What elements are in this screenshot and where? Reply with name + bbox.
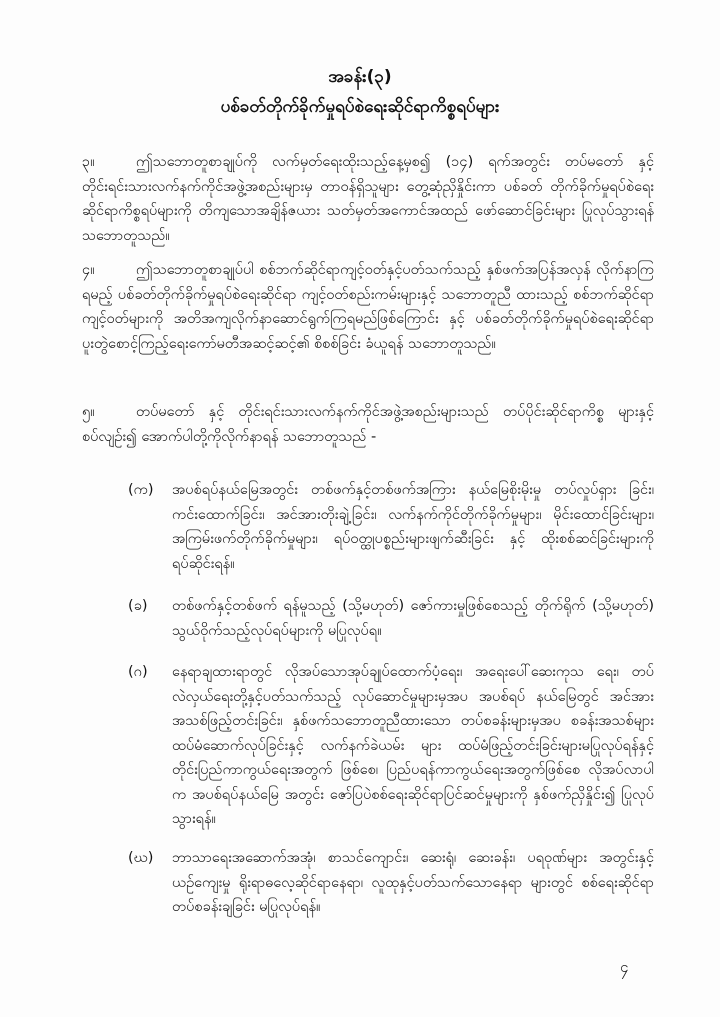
list-item-kha	[128, 594, 654, 643]
list-marker: (ဂ)	[128, 664, 148, 680]
list-item-gha	[128, 846, 654, 920]
paragraph-number: ၃။	[82, 154, 95, 170]
list-item-text: အပစ်ရပ်နယ်မြေအတွင်း တစ်ဖက်နှင့်တစ်ဖက်အကြား နယ်မြေစိုးမိုးမှု တပ်လှုပ်ရှား ခြင်း၊ ကင်းထောက်ခြင်း၊ အင်အားတိုးချဲ့ခြင်း၊ လက်နက်ကိုင်တိုက်ခိုက်မှုများ၊ မိုင်းထောင်ခြင်းများ၊ အကြမ်းဖက်တိုက်ခိုက်မှုများ၊ ရပ်ဝတ္ထုပစ္စည်းများဖျက်ဆီးခြင်း နှင့် ထိုးစစ်ဆင်ခြင်းများကို ရပ်ဆိုင်းရန်။	[172, 482, 654, 572]
page-number: ၄	[620, 958, 629, 976]
list-marker: (ခ)	[128, 598, 148, 614]
chapter-number: အခန်း(၃)	[328, 67, 392, 87]
list-item-text: နေရာချထားရာတွင် လိုအပ်သောအုပ်ချုပ်ထောက်ပံ့ရေး၊ အရေးပေါ်ဆေးကုသ ရေး၊ တပ်လဲလှယ်ရေးတို့နှင့်ပတ်သက်သည့် လုပ်ဆောင်မှုများမှအပ အပစ်ရပ် နယ်မြေတွင် အင်အားအသစ်ဖြည့်တင်းခြင်း၊ နှစ်ဖက်သဘောတူညီထားသော တပ်စခန်းများမှအပ စခန်းအသစ်များထပ်မံဆောက်လုပ်ခြင်းနှင့် လက်နက်ခဲယမ်း များ ထပ်မံဖြည့်တင်းခြင်းများမပြုလုပ်ရန်နှင့် တိုင်းပြည်ကာကွယ်ရေးအတွက် ဖြစ်စေ၊ ပြည်ပရန်ကာကွယ်ရေးအတွက်ဖြစ်စေ လိုအပ်လာပါက အပစ်ရပ်နယ်မြေ အတွင်း ဇော်ပြပဲစစ်ရေးဆိုင်ရာပြင်ဆင်မှုများကို နှစ်ဖက်ညှိနှိုင်း၍ ပြုလုပ်သွားရန်။	[172, 664, 654, 827]
list-marker: (ဃ)	[128, 850, 154, 866]
paragraph-text: ဤသဘောတူစာချုပ်ပါ စစ်ဘက်ဆိုင်ရာကျင့်ဝတ်နှင့်ပတ်သက်သည့် နှစ်ဖက်အပြန်အလှန် လိုက်နာကြရမည့် ပစ်ခတ်တိုက်ခိုက်မှုရပ်စဲရေးဆိုင်ရာ ကျင့်ဝတ်စည်းကမ်းများနှင့် သဘောတူညီ ထားသည့် စစ်ဘက်ဆိုင်ရာကျင့်ဝတ်များကို အတိအကျလိုက်နာဆောင်ရွက်ကြရမည်ဖြစ်ကြောင်း နှင့် ပစ်ခတ်တိုက်ခိုက်မှုရပ်စဲရေးဆိုင်ရာ ပူးတွဲစောင့်ကြည့်ရေးကော်မတီအဆင့်ဆင့်၏ စိစစ်ခြင်း ခံယူရန် သဘောတူသည်။	[82, 262, 654, 352]
paragraph-5	[82, 400, 654, 449]
paragraph-3	[82, 150, 654, 248]
paragraph-text: ဤသဘောတူစာချုပ်ကို လက်မှတ်ရေးထိုးသည့်နေ့မှစ၍ (၁၄) ရက်အတွင်း တပ်မတော် နှင့် တိုင်းရင်းသားလက်နက်ကိုင်အဖွဲ့အစည်းများမှ တာဝန်ရှိသူများ တွေ့ဆုံညှိနှိုင်းကာ ပစ်ခတ် တိုက်ခိုက်မှုရပ်စဲရေးဆိုင်ရာကိစ္စရပ်များကို တိကျသောအချိန်ဇယား သတ်မှတ်အကောင်အထည် ဖော်ဆောင်ခြင်းများ ပြုလုပ်သွားရန် သဘောတူသည်။	[82, 154, 654, 244]
paragraph-number: ၅။	[82, 404, 95, 420]
list-item-ka	[128, 478, 654, 576]
list-item-text: တစ်ဖက်နှင့်တစ်ဖက် ရန်မူသည့် (သို့မဟုတ်) ဇော်ကားမှုဖြစ်စေသည့် တိုက်ရိုက် (သို့မဟုတ်) သွယ်ဝိုက်သည့်လုပ်ရပ်များကို မပြုလုပ်ရ။	[172, 598, 654, 639]
paragraph-number: ၄။	[82, 262, 95, 278]
list-item-ga	[128, 660, 654, 832]
chapter-heading	[0, 62, 720, 122]
paragraph-text: တပ်မတော် နှင့် တိုင်းရင်းသားလက်နက်ကိုင်အဖွဲ့အစည်းများသည် တပ်ပိုင်းဆိုင်ရာကိစ္စ များနှင့်စပ်လျဉ်း၍ အောက်ပါတို့ကိုလိုက်နာရန် သဘောတူသည် -	[82, 404, 654, 445]
list-marker: (က)	[128, 482, 154, 498]
paragraph-4	[82, 258, 654, 356]
chapter-title: ပစ်ခတ်တိုက်ခိုက်မှုရပ်စဲရေးဆိုင်ရာကိစ္စရပ်များ	[220, 97, 500, 117]
list-item-text: ဘာသာရေးအဆောက်အအုံ၊ စာသင်ကျောင်း၊ ဆေးရုံ၊ ဆေးခန်း၊ ပရဝုဏ်များ အတွင်းနှင့် ယဉ်ကျေးမှု ရိုးရာဓလေ့ဆိုင်ရာနေရာ၊ လူထုနှင့်ပတ်သက်သောနေရာ များတွင် စစ်ရေးဆိုင်ရာတပ်စခန်းချခြင်း မပြုလုပ်ရန်။	[172, 850, 654, 915]
